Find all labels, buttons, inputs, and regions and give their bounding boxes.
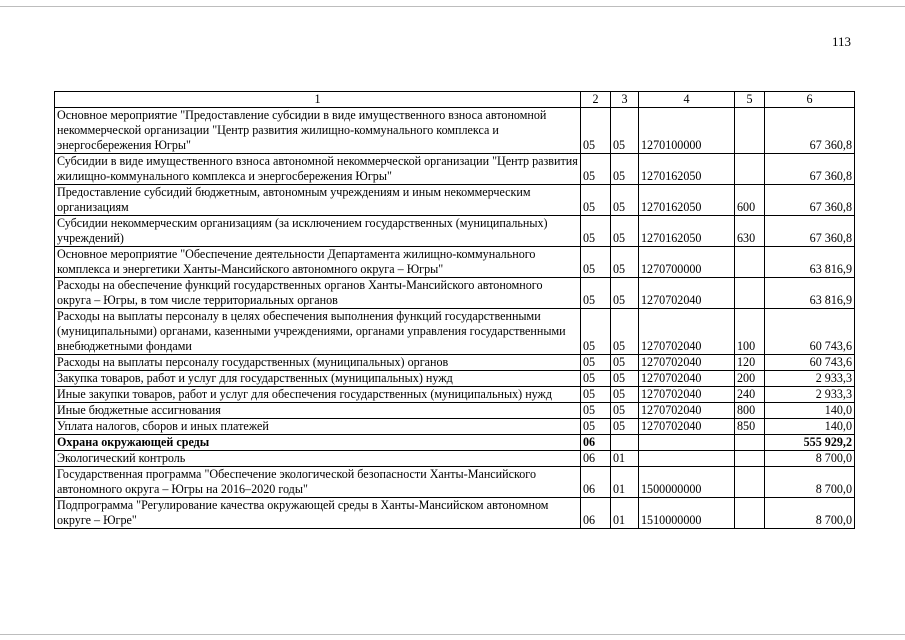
table-row [55, 371, 855, 387]
row-target-article-code: 1270702040 [639, 419, 735, 435]
row-subsection-code: 05 [611, 371, 639, 387]
header-col-5: 5 [735, 92, 765, 108]
row-name-cell: Экологический контроль [55, 451, 581, 467]
scan-bottom-edge [0, 634, 905, 635]
header-col-4: 4 [639, 92, 735, 108]
header-col-3: 3 [611, 92, 639, 108]
table-row [55, 108, 855, 154]
row-target-article-code: 1510000000 [639, 498, 735, 529]
row-target-article-code: 1270702040 [639, 371, 735, 387]
row-amount: 8 700,0 [765, 498, 855, 529]
row-subsection-code: 05 [611, 247, 639, 278]
row-subsection-code: 01 [611, 498, 639, 529]
header-col-1: 1 [55, 92, 581, 108]
table-row [55, 185, 855, 216]
row-section-code: 05 [581, 185, 611, 216]
row-section-code: 05 [581, 216, 611, 247]
row-target-article-code: 1270162050 [639, 216, 735, 247]
row-name-cell: Иные закупки товаров, работ и услуг для обеспечения государственных (муниципальных) нужд [55, 387, 581, 403]
row-name-cell: Закупка товаров, работ и услуг для государственных (муниципальных) нужд [55, 371, 581, 387]
row-expense-type-code [735, 108, 765, 154]
row-subsection-code: 05 [611, 419, 639, 435]
row-target-article-code [639, 435, 735, 451]
row-amount: 2 933,3 [765, 371, 855, 387]
row-name-cell: Иные бюджетные ассигнования [55, 403, 581, 419]
row-expense-type-code [735, 278, 765, 309]
row-section-code: 06 [581, 467, 611, 498]
row-amount: 140,0 [765, 419, 855, 435]
row-subsection-code: 05 [611, 387, 639, 403]
row-section-code: 05 [581, 403, 611, 419]
scan-top-edge [0, 6, 905, 7]
row-expense-type-code: 120 [735, 355, 765, 371]
row-target-article-code: 1270100000 [639, 108, 735, 154]
row-section-code: 05 [581, 247, 611, 278]
row-target-article-code: 1270702040 [639, 403, 735, 419]
row-expense-type-code: 630 [735, 216, 765, 247]
row-expense-type-code [735, 451, 765, 467]
row-subsection-code: 05 [611, 278, 639, 309]
row-target-article-code: 1270162050 [639, 185, 735, 216]
row-name-cell: Основное мероприятие "Предоставление субсидии в виде имущественного взноса автономной некоммерческой организации "Центр развития жилищно-коммунального комплекса и энергосбережения Югры" [55, 108, 581, 154]
row-name-cell: Расходы на обеспечение функций государственных органов Ханты-Мансийского автономного округа – Югры, в том числе территориальных органов [55, 278, 581, 309]
row-amount: 67 360,8 [765, 108, 855, 154]
row-subsection-code: 05 [611, 309, 639, 355]
row-section-code: 05 [581, 371, 611, 387]
row-name-cell: Расходы на выплаты персоналу государственных (муниципальных) органов [55, 355, 581, 371]
row-section-code: 05 [581, 278, 611, 309]
row-target-article-code: 1270702040 [639, 387, 735, 403]
row-amount: 67 360,8 [765, 185, 855, 216]
row-name-cell: Государственная программа "Обеспечение экологической безопасности Ханты-Мансийского автономного округа – Югры на 2016–2020 годы" [55, 467, 581, 498]
row-subsection-code: 05 [611, 154, 639, 185]
row-target-article-code: 1270702040 [639, 278, 735, 309]
row-amount: 63 816,9 [765, 278, 855, 309]
row-section-code: 06 [581, 498, 611, 529]
table-row [55, 154, 855, 185]
row-name-cell: Основное мероприятие "Обеспечение деятельности Департамента жилищно-коммунального комплекса и энергетики Ханты-Мансийского автономного округа – Югры" [55, 247, 581, 278]
row-amount: 555 929,2 [765, 435, 855, 451]
page-number: 113 [832, 34, 852, 49]
row-section-code: 06 [581, 435, 611, 451]
row-section-code: 05 [581, 355, 611, 371]
row-subsection-code: 05 [611, 108, 639, 154]
table-row [55, 419, 855, 435]
row-expense-type-code [735, 435, 765, 451]
row-expense-type-code: 240 [735, 387, 765, 403]
row-subsection-code: 05 [611, 403, 639, 419]
budget-table [54, 91, 855, 529]
table-row [55, 216, 855, 247]
table-row [55, 309, 855, 355]
row-expense-type-code: 200 [735, 371, 765, 387]
row-section-code: 05 [581, 108, 611, 154]
row-subsection-code: 01 [611, 451, 639, 467]
row-section-code: 05 [581, 419, 611, 435]
row-expense-type-code [735, 154, 765, 185]
row-subsection-code [611, 435, 639, 451]
row-name-cell: Субсидии некоммерческим организациям (за исключением государственных (муниципальных) учреждений) [55, 216, 581, 247]
row-expense-type-code [735, 467, 765, 498]
row-target-article-code: 1270162050 [639, 154, 735, 185]
row-expense-type-code: 850 [735, 419, 765, 435]
table-row [55, 467, 855, 498]
row-target-article-code: 1500000000 [639, 467, 735, 498]
table-row [55, 247, 855, 278]
row-subsection-code: 05 [611, 216, 639, 247]
row-name-cell: Подпрограмма "Регулирование качества окружающей среды в Ханты-Мансийском автономном округе – Югре" [55, 498, 581, 529]
row-expense-type-code [735, 498, 765, 529]
row-target-article-code: 1270702040 [639, 309, 735, 355]
row-amount: 63 816,9 [765, 247, 855, 278]
row-section-code: 06 [581, 451, 611, 467]
row-subsection-code: 05 [611, 185, 639, 216]
table-row [55, 403, 855, 419]
table-row [55, 451, 855, 467]
row-subsection-code: 01 [611, 467, 639, 498]
row-amount: 8 700,0 [765, 467, 855, 498]
table-row [55, 498, 855, 529]
row-section-code: 05 [581, 309, 611, 355]
row-section-code: 05 [581, 387, 611, 403]
row-target-article-code: 1270700000 [639, 247, 735, 278]
row-expense-type-code: 800 [735, 403, 765, 419]
row-target-article-code [639, 451, 735, 467]
table-row [55, 355, 855, 371]
header-col-2: 2 [581, 92, 611, 108]
row-amount: 60 743,6 [765, 309, 855, 355]
row-name-cell: Расходы на выплаты персоналу в целях обеспечения выполнения функций государственными (муниципальными) органами, казенными учреждениями, органами управления государственными внебюджетными фондами [55, 309, 581, 355]
row-amount: 2 933,3 [765, 387, 855, 403]
row-amount: 67 360,8 [765, 154, 855, 185]
row-amount: 140,0 [765, 403, 855, 419]
header-col-6: 6 [765, 92, 855, 108]
row-expense-type-code [735, 247, 765, 278]
row-name-cell: Предоставление субсидий бюджетным, автономным учреждениям и иным некоммерческим организациям [55, 185, 581, 216]
row-amount: 8 700,0 [765, 451, 855, 467]
row-amount: 67 360,8 [765, 216, 855, 247]
row-amount: 60 743,6 [765, 355, 855, 371]
row-section-code: 05 [581, 154, 611, 185]
row-expense-type-code: 100 [735, 309, 765, 355]
row-name-cell: Уплата налогов, сборов и иных платежей [55, 419, 581, 435]
table-header-row [55, 92, 855, 108]
row-target-article-code: 1270702040 [639, 355, 735, 371]
row-subsection-code: 05 [611, 355, 639, 371]
row-expense-type-code: 600 [735, 185, 765, 216]
table-row [55, 278, 855, 309]
table-row [55, 387, 855, 403]
table-row [55, 435, 855, 451]
row-name-cell: Охрана окружающей среды [55, 435, 581, 451]
row-name-cell: Субсидии в виде имущественного взноса автономной некоммерческой организации "Центр развития жилищно-коммунального комплекса и энергосбережения Югры" [55, 154, 581, 185]
